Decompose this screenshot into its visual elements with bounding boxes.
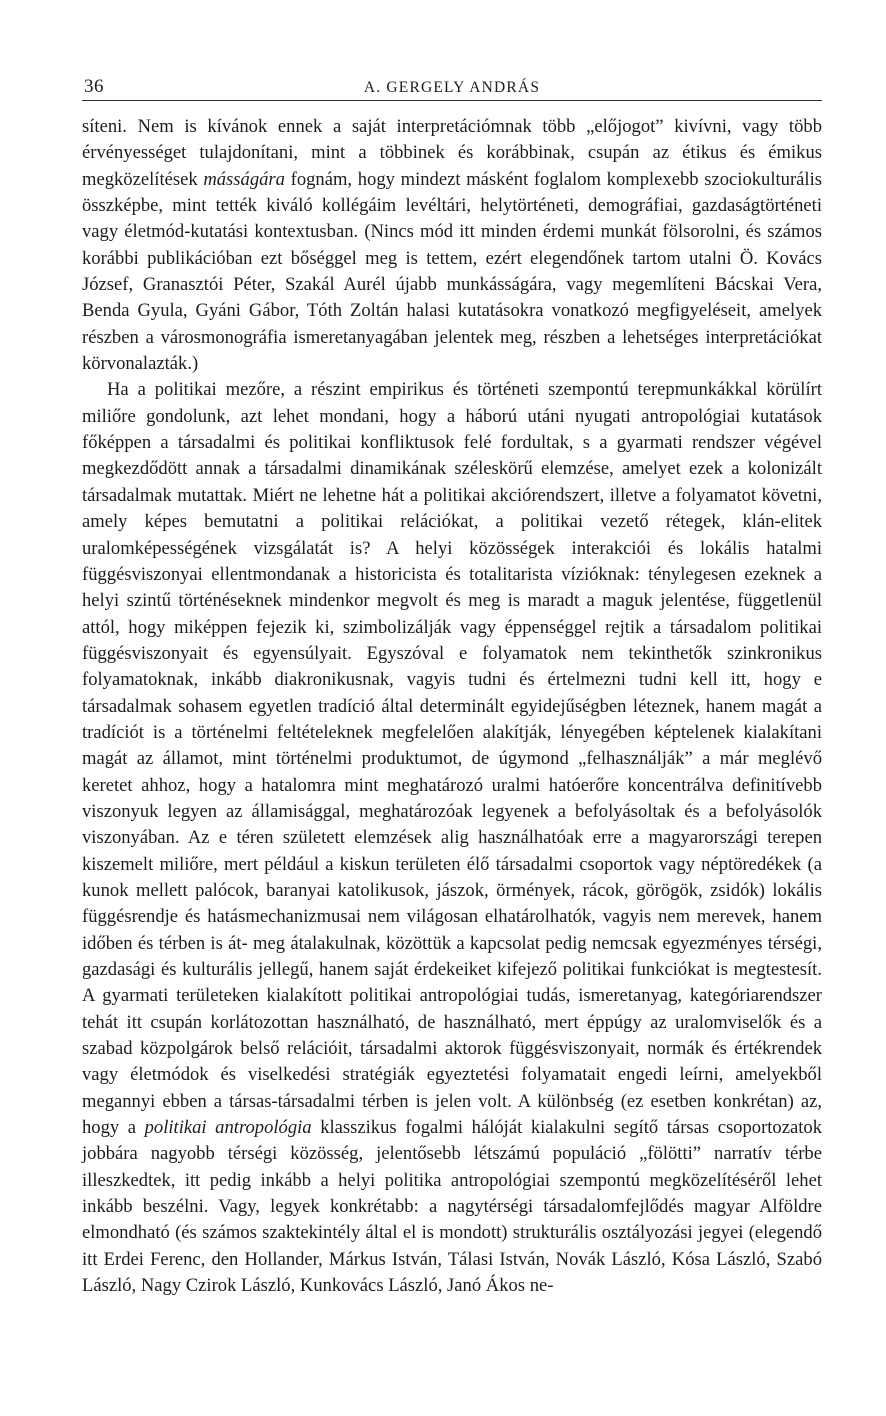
italic-term: másságára [203, 168, 285, 190]
text-run: síteni. Nem is kívánok ennek a saját interpretációmnak több „előjogot” kivívni, vagy több érvényességet tulajdonítani, mint a többinek és korábbinak, csupán az étikus és émikus megközelítések [82, 116, 822, 190]
italic-term: politikai antropológia [144, 1117, 312, 1139]
text-run: fognám, hogy mindezt másként foglalom komplexebb szociokulturális összképbe, mint tették kiváló kollégáim levéltári, helytörténeti, demográfiai, gazdaságtörténeti vagy életmód-kutatási kontextusban. (Nincs mód itt minden érdemi munkát fölsorolni, és számos korábbi publikációban ezt bőséggel meg is tettem, ezért elegendőnek tartom utalni Ö. Kovács József, Granasztói Péter, Szakál Aurél újabb munkásságára, vagy megemlíteni Bácskai Vera, Benda Gyula, Gyáni Gábor, Tóth Zoltán halasi kutatásokra vonatkozó megfigyeléseit, amelyek részben a városmonográfia ismeretanyagában jelentek meg, részben a lehetséges interpretációkat körvonalazták.) [82, 168, 822, 375]
body-text [82, 114, 822, 1299]
text-run: klasszikus fogalmi hálóját kialakulni segítő társas csoportozatok jobbára nagyobb térségi közösség, jelentősebb létszámú populáció „fölötti” narratív térbe illeszkedtek, itt pedig inkább a helyi politika antropológiai szempontú megközelítéséről lehet inkább beszélni. Vagy, legyek konkrétabb: a nagytérségi társadalomfejlődés magyar Alföldre elmondható (és számos szaktekintély által el is mondott) strukturális osztályozási jegyei (elegendő itt Erdei Ferenc, den Hollander, Márkus István, Tálasi István, Novák László, Kósa László, Szabó László, Nagy Czirok László, Kunkovács László, Janó Ákos ne- [82, 1117, 822, 1297]
paragraph [82, 377, 822, 1299]
running-head-author: A. GERGELY ANDRÁS [363, 79, 541, 96]
paragraph [82, 114, 822, 377]
page-number: 36 [84, 76, 104, 97]
text-run: Ha a politikai mezőre, a részint empirikus és történeti szempontú terepmunkákkal körülírt miliőre gondolunk, azt lehet mondani, hogy a háború utáni nyugati antropológiai kutatások főképpen a társadalmi és politikai konfliktusok felé fordultak, s a gyarmati rendszer végével megkezdődött annak a társadalmi dinamikának széleskörű elemzése, amelyet ezek a kolonizált társadalmak mutattak. Miért ne lehetne hát a politikai akciórendszert, illetve a folyamatot követni, amely képes bemutatni a politikai relációkat, a politikai vezető rétegek, klán-elitek uralomképességének vizsgálatát is? A helyi közösségek interakciói és lokális hatalmi függésviszonyai ellentmondanak a historicista és totalitarista vízióknak: ténylegesen ezeknek a helyi szintű történéseknek mindenkor megvolt és meg is maradt a maguk jelentése, függetlenül attól, hogy miképpen fejezik ki, szimbolizálják vagy éppenséggel rejtik a társadalom politikai függésviszonyait és egyensúlyait. Egyszóval e folyamatok nem tekinthetők szinkronikus folyamatoknak, inkább diakronikusnak, vagyis tudni és értelmezni tudni kell itt, hogy e társadalmak sohasem egyetlen tradíció által determinált egyidejűségben léteznek, hanem magát a tradíciót is a történelmi feltételeknek megfelelően alakítják, lényegében képtelenek kialakítani magát az államot, mint történelmi produktumot, de úgymond „felhasználják” a már meglévő keretet ahhoz, hogy a hatalomra mint meghatározó uralmi hatóerőre koncentrálva definitívebb viszonyuk legyen az államisággal, meghatározóak legyenek a befolyásoltak és a befolyásolók viszonyában. Az e téren született elemzések alig használhatóak erre a magyarországi terepen kiszemelt miliőre, mert például a kiskun területen élő társadalmi csoportok vagy néptöredékek (a kunok mellett palócok, baranyai katolikusok, jászok, örmények, rácok, görögök, zsidók) lokális függésrendje és hatásmechanizmusai nem világosan elhatárolhatók, vagyis nem merevek, hanem időben és térben is át- meg átalakulnak, közöttük a kapcsolat pedig nemcsak egyezményes térségi, gazdasági és kulturális jellegű, hanem saját érdekeiket kifejező politikai funkciókat is megtestesít. A gyarmati területeken kialakított politikai antropológiai tudás, ismeretanyag, kategóriarendszer tehát itt csupán korlátozottan használható, de használható, mert éppúgy az uralomviselők és a szabad közpolgárok belső relációit, társadalmi aktorok függésviszonyait, normák és értékrendek vagy életmódok és viselkedési stratégiák egyeztetési folyamatait engedi leírni, amelyekből megannyi ebben a társas-társadalmi térben is jelen volt. A különbség (ez esetben konkrétan) az, hogy a [82, 379, 822, 1139]
page-header [82, 72, 822, 101]
